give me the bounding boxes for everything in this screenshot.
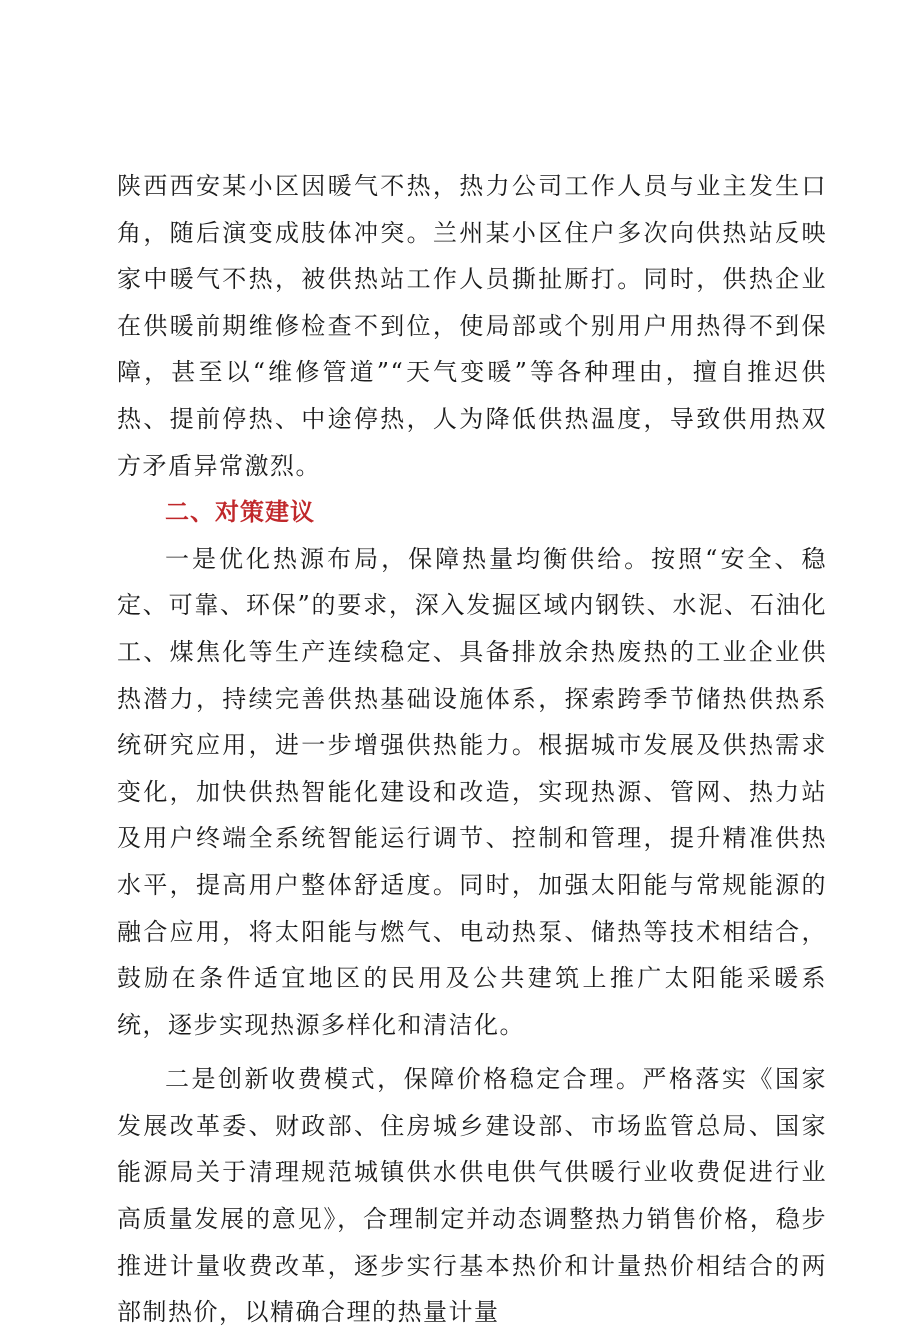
paragraph-pricing: 二是创新收费模式，保障价格稳定合理。严格落实《国家发展改革委、财政部、住房城乡建设部、市场监管总局、国家能源局关于清理规范城镇供水供电供气供暖行业收费促进行业高质量发展的意见》，合理制定并动态调整热力销售价格，稳步推进计量收费改革，逐步实行基本热价和计量热价相结合的两部制热价，以精确合理的热量计量 [117,1065,827,1327]
section-heading: 二、对策建议 [165,497,315,527]
document-body [117,163,827,1336]
paragraph-heat-source: 一是优化热源布局，保障热量均衡供给。按照“安全、稳定、可靠、环保”的要求，深入发掘区域内钢铁、水泥、石油化工、煤焦化等生产连续稳定、具备排放余热废热的工业企业供热潜力，持续完善供热基础设施体系，探索跨季节储热供热系统研究应用，进一步增强供热能力。根据城市发展及供热需求变化，加快供热智能化建设和改造，实现热源、管网、热力站及用户终端全系统智能运行调节、控制和管理，提升精准供热水平，提高用户整体舒适度。同时，加强太阳能与常规能源的融合应用，将太阳能与燃气、电动热泵、储热等技术相结合，鼓励在条件适宜地区的民用及公共建筑上推广太阳能采暖系统，逐步实现热源多样化和清洁化。 [117,544,827,1039]
paragraph-spacer [117,1048,827,1056]
paragraph-incidents: 陕西西安某小区因暖气不热，热力公司工作人员与业主发生口角，随后演变成肢体冲突。兰州某小区住户多次向供热站反映家中暖气不热，被供热站工作人员撕扯厮打。同时，供热企业在供暖前期维修检查不到位，使局部或个别用户用热得不到保障，甚至以“维修管道”“天气变暖”等各种理由，擅自推迟供热、提前停热、中途停热，人为降低供热温度，导致供用热双方矛盾异常激烈。 [117,172,827,480]
